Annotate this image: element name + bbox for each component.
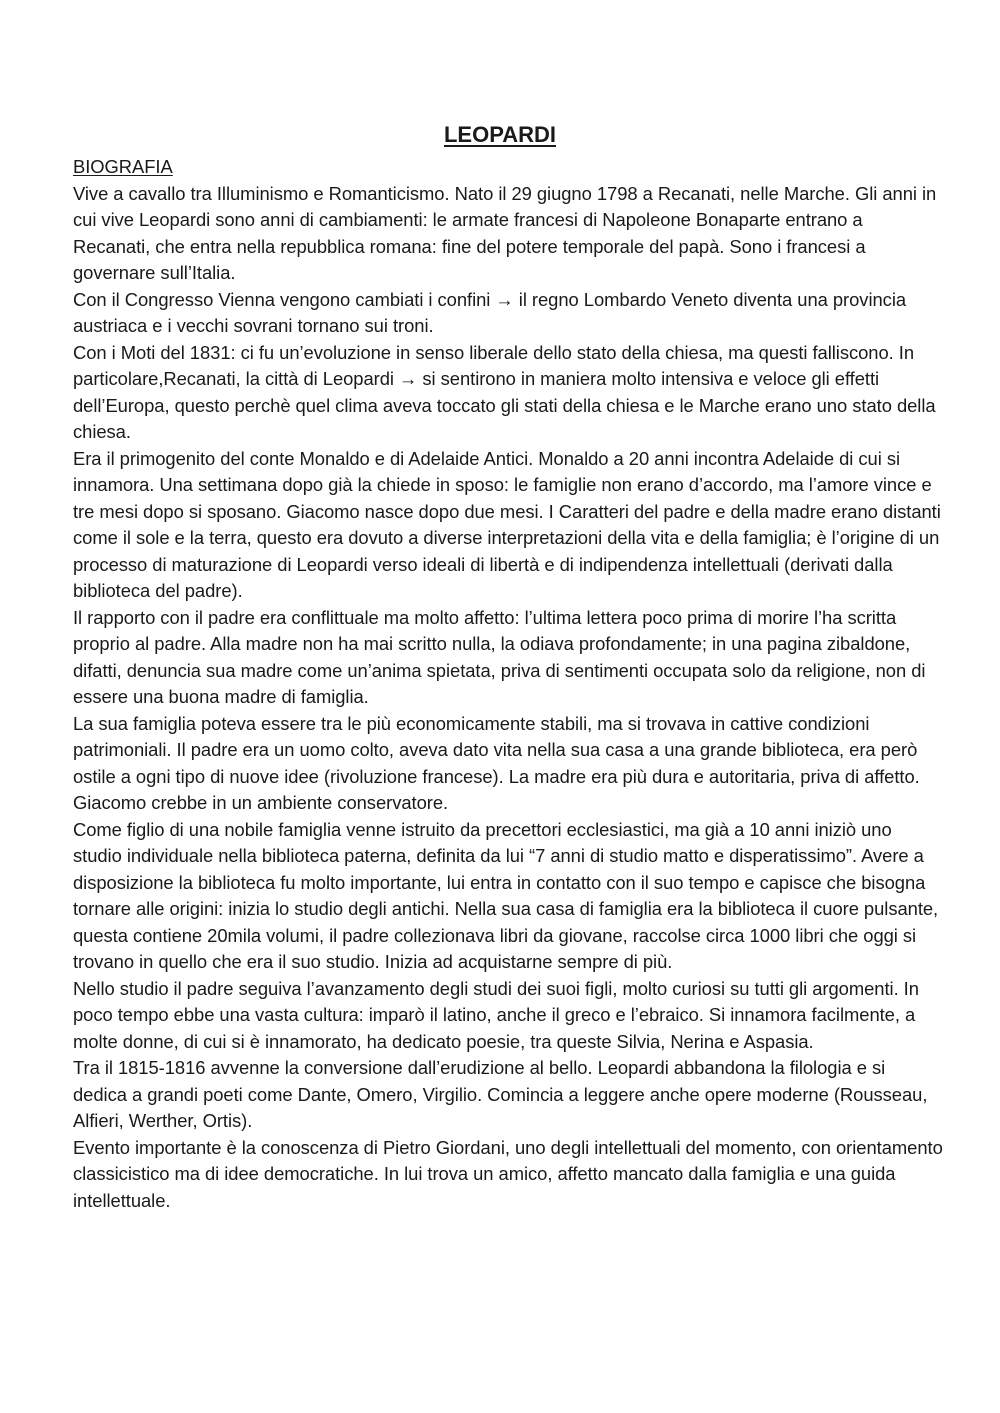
paragraph: Come figlio di una nobile famiglia venne istruito da precettori ecclesiastici, ma già a 10 anni iniziò uno studio individuale nella biblioteca paterna, definita da lui “7 anni di studio matto e disperatissimo”. Avere a disposizione la biblioteca fu molto importante, lui entra in contatto con il suo tempo e capisce che bisogna tornare alle origini: inizia lo studio degli antichi. Nella sua casa di famiglia era la biblioteca il cuore pulsante, questa contiene 20mila volumi, il padre collezionava libri da giovane, raccolse circa 1000 libri che oggi si trovano in quello che era il suo studio. Inizia ad acquistarne sempre di più. [73,818,939,972]
paragraph: Tra il 1815-1816 avvenne la conversione dall’erudizione al bello. Leopardi abbandona la filologia e si dedica a grandi poeti come Dante, Omero, Virgilio. Comincia a leggere anche opere moderne (Rousseau, Alfieri, Werther, Ortis). [73,1057,928,1131]
section-heading-biografia: BIOGRAFIA [73,156,173,177]
paragraph: Vive a cavallo tra Illuminismo e Romanticismo. Nato il 29 giugno 1798 a Recanati, nelle Marche. Gli anni in cui vive Leopardi sono anni di cambiamenti: le armate francesi di Napoleone Bonaparte entrano a Recanati, che entra nella repubblica romana: fine del potere temporale del papà. Sono i francesi a governare sull’Italia. [73,182,937,283]
paragraph: Nello studio il padre seguiva l’avanzamento degli studi dei suoi figli, molto curiosi su tutti gli argomenti. In poco tempo ebbe una vasta cultura: imparò il latino, anche il greco e l’ebraico. Si innamora facilmente, a molte donne, di cui si è innamorato, ha dedicato poesie, tra queste Silvia, Nerina e Aspasia. [73,977,919,1052]
paragraph: Con il Congresso Vienna vengono cambiati i confini → il regno Lombardo Veneto diventa una provincia austriaca e i vecchi sovrani tornano sui troni. [73,288,907,336]
paragraph: Evento importante è la conoscenza di Pietro Giordani, uno degli intellettuali del momento, con orientamento classicistico ma di idee democratiche. In lui trova un amico, affetto mancato dalla famiglia e una guida intellettuale. [73,1136,943,1211]
page-title: LEOPARDI [443,122,557,147]
paragraph: Era il primogenito del conte Monaldo e di Adelaide Antici. Monaldo a 20 anni incontra Adelaide di cui si innamora. Una settimana dopo già la chiede in sposo: le famiglie non erano d’accordo, ma l’amore vince e tre mesi dopo si sposano. Giacomo nasce dopo due mesi. I Caratteri del padre e della madre erano distanti come il sole e la terra, questo era dovuto a diverse interpretazioni della vita e della famiglia; è l’origine di un processo di maturazione di Leopardi verso ideali di libertà e di indipendenza intellettuali (derivati dalla biblioteca del padre). [73,447,941,601]
paragraph: Con i Moti del 1831: ci fu un’evoluzione in senso liberale dello stato della chiesa, ma questi falliscono. In particolare,Recanati, la città di Leopardi → si sentirono in maniera molto intensiva e veloce gli effetti dell’Europa, questo perchè quel clima aveva toccato gli stati della chiesa e le Marche erano uno stato della chiesa. [73,341,936,442]
document-body [73,154,943,1214]
paragraph: Il rapporto con il padre era conflittuale ma molto affetto: l’ultima lettera poco prima di morire l’ha scritta proprio al padre. Alla madre non ha mai scritto nulla, la odiava profondamente; in una pagina zibaldone, difatti, denuncia sua madre come un’anima spietata, priva di sentimenti occupata solo da religione, non di essere una buona madre di famiglia. [73,606,926,707]
paragraph: La sua famiglia poteva essere tra le più economicamente stabili, ma si trovava in cattive condizioni patrimoniali. Il padre era un uomo colto, aveva dato vita nella sua casa a una grande biblioteca, era però ostile a ogni tipo di nuove idee (rivoluzione francese). La madre era più dura e autoritaria, priva di affetto. Giacomo crebbe in un ambiente conservatore. [73,712,920,813]
